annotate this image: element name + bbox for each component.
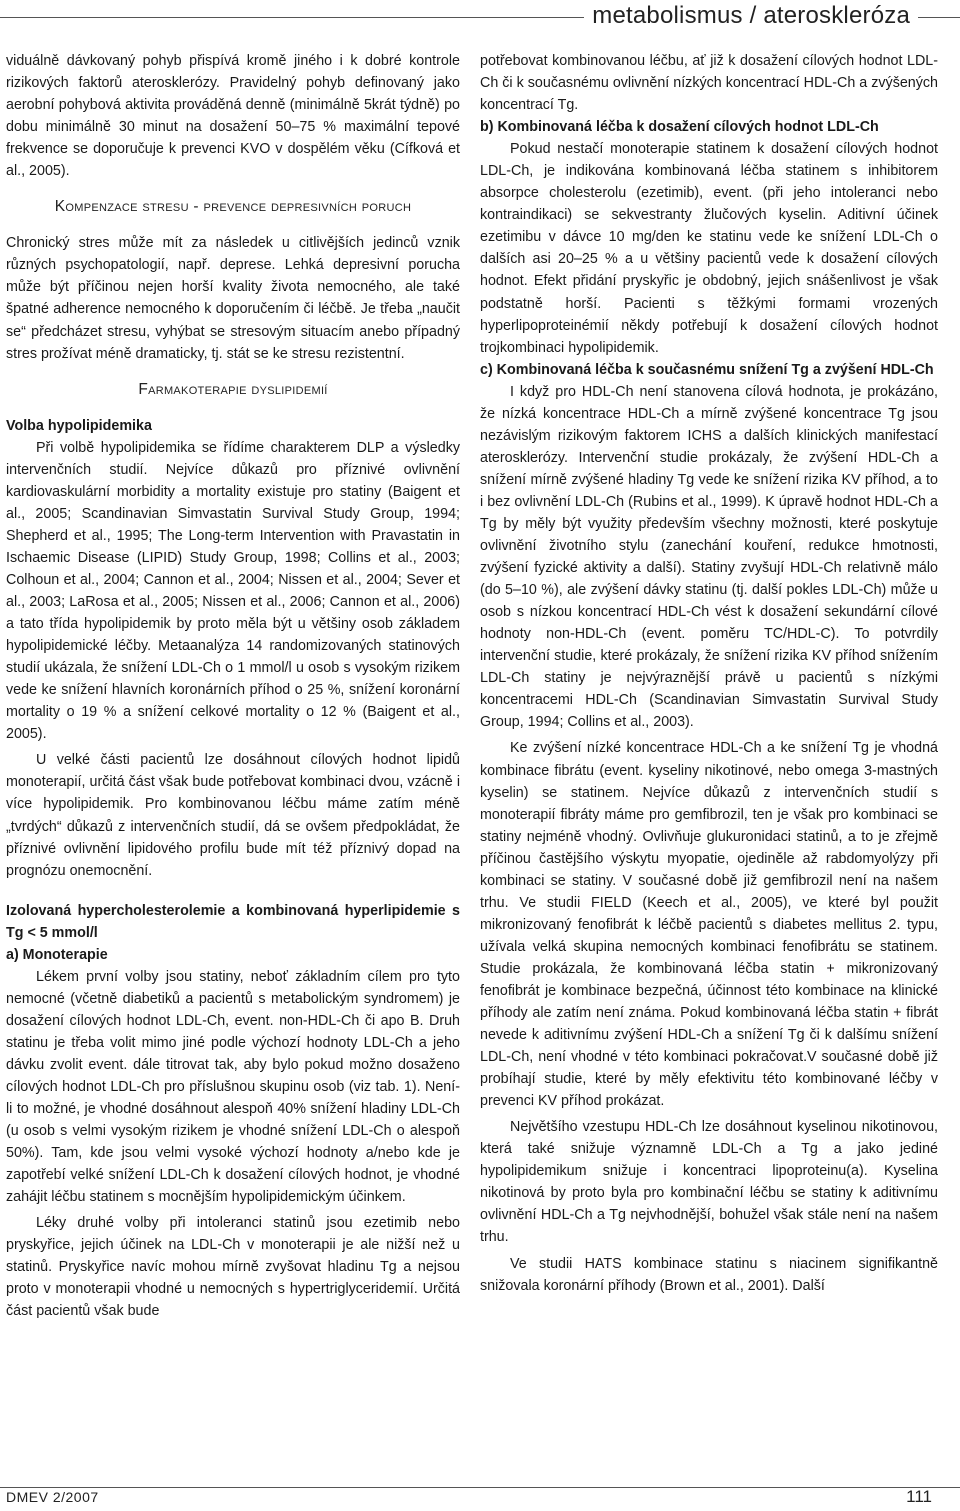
right-paragraph-1: potřebovat kombinovanou léčbu, ať již k dosažení cílových hodnot LDL-Ch či k současnému ovlivnění nízkých koncentrací HDL-Ch a zvýšených koncentrací Tg. — [480, 53, 938, 114]
section-heading-pharmacotherapy: Farmakoterapie dyslipidemií — [138, 380, 328, 398]
running-header — [0, 0, 960, 40]
subheading-hypercholesterolemia: Izolovaná hypercholesterolemie a kombinovaná hyperlipidemie s Tg < 5 mmol/l — [6, 902, 460, 941]
right-column — [480, 50, 938, 1297]
right-paragraph-6: Ve studii HATS kombinace statinu s niacinem signifikantně snižovala koronární příhody (Brown et al., 2001). Další — [480, 1255, 938, 1294]
footer-rule — [0, 1487, 960, 1488]
left-paragraph-1: viduálně dávkovaný pohyb přispívá kromě jiného i k dobré kontrole rizikových faktorů aterosklerózy. Pravidelný pohyb definovaný jako aerobní pohybová aktivita prováděná denně (minimálně 5krát týdně) po dobu minimálně 30 minut na dosažení 50–75 % maximální tepové frekvence se doporučuje k prevenci KVO v dospělém věku (Cífková et al., 2005). — [6, 53, 460, 180]
left-paragraph-6: Léky druhé volby při intoleranci statinů jsou ezetimib nebo pryskyřice, jejich účinek na LDL-Ch v monoterapii je ale nižší než u statinů. Pryskyřice navíc mohou mírně zvyšovat hladinu Tg a nejsou proto v monoterapii vhodné u nemocných s hypertriglyceridemií. Určitá část pacientů však bude — [6, 1215, 460, 1320]
subheading-combination-ldl: b) Kombinovaná léčba k dosažení cílových hodnot LDL-Ch — [480, 119, 879, 136]
left-paragraph-5: Lékem první volby jsou statiny, neboť základním cílem pro tyto nemocné (včetně diabetiků a pacientů s metabolickým syndromem) je dosažení cílových hodnot LDL-Ch, event. non-HDL-Ch či apo B. Druh statinu je třeba volit mimo jiné podle výchozí hodnoty LDL-Ch a jeho dávku zvolit event. dále titrovat tak, aby bylo pokud možno dosaženo cílových hodnot LDL-Ch pro příslušnou skupinu osob (viz tab. 1). Není-li to možné, je vhodné dosáhnout alespoň 40% snížení hladiny LDL-Ch (u osob s velmi vysokým rizikem je vhodné snížení LDL-Ch o alespoň 50%). Tam, kde jsou velmi vysoké výchozí hodnoty a/nebo kde je zapotřebí velké snížení LDL-Ch k dosažení cílových hodnot, je vhodné zahájit léčbu statinem s mocnějším hypolipidemickým účinkem. — [6, 968, 460, 1206]
left-paragraph-4: U velké části pacientů lze dosáhnout cílových hodnot lipidů monoterapií, určitá část však bude potřebovat kombinaci dvou, vzácně i více hypolipidemik. Pro kombinovanou léčbu máme zatím méně „tvrdých“ důkazů z intervenčních studií, dá se ovšem předpokládat, že příznivé ovlivnění lipidového profilu bude mít též příznivý dopad na prognózu onemocnění. — [6, 752, 460, 879]
running-title: metabolismus / ateroskleróza — [584, 0, 918, 32]
journal-issue: DMEV 2/2007 — [6, 1489, 99, 1505]
right-paragraph-3: I když pro HDL-Ch není stanovena cílová hodnota, je prokázáno, že nízká koncentrace HDL-Ch a mírně zvýšené koncentrace Tg jsou nezávislým rizikovým faktorem ICHS a dalších klinických manifestací aterosklerózy. Intervenční studie prokázaly, že zvýšení HDL-Ch a snížení mírně zvýšené hladiny Tg vede ke snížení rizika KV příhod, a to i bez ovlivnění LDL-Ch (Rubins et al., 1999). K úpravě hodnot HDL-Ch a Tg by měly být využity především všechny možnosti, které poskytuje ovlivnění životního stylu (zanechání kouření, redukce hmotnosti, zvýšení fyzické aktivity a další). Statiny zvyšují HDL-Ch relativně málo (do 5–10 %), ale zvýšení dávky statinu (tj. další pokles LDL-Ch) může u osob s nízkou koncentrací HDL-Ch vést k dosažení sekundární cílové hodnoty non-HDL-Ch (event. poměru TC/HDL-C). To potvrdily intervenční studie, které prokázaly, že snížení rizika KV příhod snížením LDL-Ch statiny je nejvýraznější právě u pacientů s nízkými koncentracemi HDL-Ch (Scandinavian Simvastatin Survival Study Group, 1994; Collins et al., 2003). — [480, 383, 938, 731]
left-paragraph-2: Chronický stres může mít za následek u citlivějších jedinců vznik různých psychopatologií, např. deprese. Lehká depresivní porucha může být příčinou nejen horší kvality života nemocného, ale také špatné adherence nemocného k doporučením či léčbě. Je třeba „naučit se“ předcházet stresu, vyhýbat se stresovým situacím anebo případný stres prožívat méně dramaticky, tj. stát se ke stresu rezistentní. — [6, 235, 460, 362]
page-number: 111 — [906, 1487, 932, 1506]
subheading-hypolipidemic-choice: Volba hypolipidemika — [6, 417, 152, 434]
subheading-combination-tg-hdl: c) Kombinovaná léčba k současnému snížení Tg a zvýšení HDL-Ch — [480, 361, 934, 378]
section-heading-stress: Kompenzace stresu - prevence depresivních poruch — [54, 198, 412, 216]
right-paragraph-5: Největšího vzestupu HDL-Ch lze dosáhnout kyselinou nikotinovou, která také snižuje významně LDL-Ch a Tg a jako jediné hypolipidemikum snižuje i koncentraci lipoproteinu(a). Kyselina nikotinová by proto byla pro kombinační léčbu se statiny k aditivnímu ovlivnění HDL-Ch a Tg nejvhodnější, bohužel však stále není na našem trhu. — [480, 1119, 938, 1246]
right-paragraph-2: Pokud nestačí monoterapie statinem k dosažení cílových hodnot LDL-Ch, je indikována kombinovaná léčba statinem s inhibitorem absorpce cholesterolu (ezetimib), event. (při jeho intoleranci nebo kontraindikaci) se sekvestranty žlučových kyselin. Aditivní účinek ezetimibu v dávce 10 mg/den ke statinu vede ke snížení LDL-Ch o dalších asi 20–25 % a u většiny pacientů vede k dosažení cílových hodnot. Efekt přidání pryskyřic je obdobný, jejich snášenlivost je však podstatně horší. Pacienti s těžkými formami vrozených hyperlipoproteinémií někdy potřebují k dosažení cílových hodnot trojkombinaci hypolipidemik. — [480, 141, 938, 356]
left-paragraph-3: Při volbě hypolipidemika se řídíme charakterem DLP a výsledky intervenčních studií. Nejvíce důkazů pro příznivé ovlivnění kardiovaskulární morbidity a mortality existuje pro statiny (Baigent et al., 2005; Scandinavian Simvastatin Survival Study Group, 1994; Shepherd et al., 1995; The Long-term Intervention with Pravastatin in Ischaemic Disease (LIPID) Study Group, 1998; Collins et al., 2003; Colhoun et al., 2004; Cannon et al., 2004; Nissen et al., 2004; Sever et al., 2003; LaRosa et al., 2005; Nissen et al., 2006; Cannon et al., 2006) a tato třída hypolipidemik by proto měla být u většiny osob základem hypolipidemické léčby. Metaanalýza 14 randomizovaných statinových studií ukázala, že snížení LDL-Ch o 1 mmol/l u osob s vysokým rizikem vede ke snížení hlavních koronárních příhod o 25 %, snížení koronární mortality o 19 % a snížení celkové mortality o 12 % (Baigent et al., 2005). — [6, 439, 460, 743]
right-paragraph-4: Ke zvýšení nízké koncentrace HDL-Ch a ke snížení Tg je vhodná kombinace fibrátu (event. kyseliny nikotinové, nebo omega 3-mastných kyselin) se statinem. Nejvíce důkazů z intervenčních studií s monoterapií fibráty máme pro gemfibrozil, ten je však pro kombinaci se statiny nejméně vhodný. Ovlivňuje glukuronidaci statinů, a to je zřejmě příčinou častějšího výskytu myopatie, ojediněle až rabdomyolýzy při kombinaci se statiny. V současné době již gemfibrozil není na našem trhu. Ve studii FIELD (Keech et al., 2005), ve které byl použit mikronizovaný fenofibrát k léčbě pacientů s diabetes mellitus 2. typu, užívala velká skupina nemocných kombinaci fenofibrátu se statinem. Studie prokázala, že kombinovaná léčba statin + mikronizovaný fenofibrát je kombinace bezpečná, účinnost této kombinace na klinické příhody ale zatím není známa. Pokud kombinovaná léčba statin + fibrát nevede k aditivnímu zvýšení HDL-Ch a snížení Tg či k dalšímu snížení LDL-Ch, není vhodné v této kombinaci pokračovat.V současné době již probíhají studie, které by měly efektivitu této kombinované léčby v prevenci KV příhod prokázat. — [480, 740, 938, 1110]
left-column — [6, 50, 460, 1323]
page-footer — [0, 1481, 960, 1511]
subheading-monotherapy: a) Monoterapie — [6, 946, 108, 963]
